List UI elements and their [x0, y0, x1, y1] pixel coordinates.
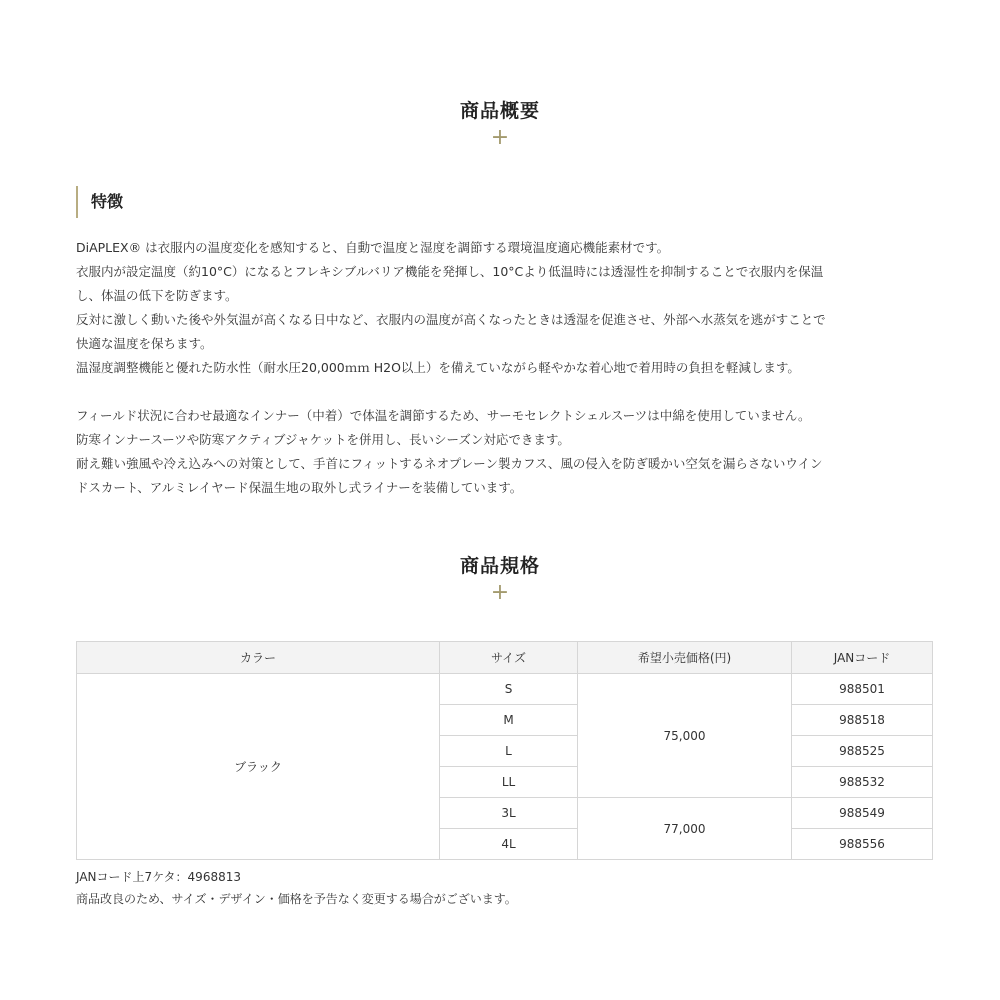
size-cell: 3L — [440, 798, 578, 829]
jan-cell: 988518 — [792, 705, 933, 736]
table-row — [77, 674, 933, 705]
features-paragraph: 反対に激しく動いた後や外気温が高くなる日中など、衣服内の温度が高くなったときは透湿を促進させ、外部へ水蒸気を逃がすことで — [76, 312, 826, 327]
features-paragraph: 衣服内が設定温度（約10°C）になるとフレキシブルバリア機能を発揮し、10°Cより低温時には透湿性を抑制することで衣服内を保温 — [76, 264, 824, 279]
overview-plus-icon: + — [490, 125, 510, 150]
price-cell: 75,000 — [578, 674, 792, 798]
size-cell: L — [440, 736, 578, 767]
features-paragraph: 耐え難い強風や冷え込みへの対策として、手首にフィットするネオプレーン製カフス、風の侵入を防ぎ暖かい空気を漏らさないウイン — [76, 456, 823, 471]
jan-prefix-note: JANコード上7ケタ：4968813 — [76, 870, 241, 884]
features-paragraph: DiAPLEX® は衣服内の温度変化を感知すると、自動で温度と湿度を調節する環境温度適応機能素材です。 — [76, 240, 670, 255]
spec-plus-icon: + — [490, 580, 510, 605]
header-jan: JANコード — [792, 642, 933, 674]
overview-title: 商品概要 — [459, 100, 540, 122]
paragraph-gap — [76, 380, 936, 404]
features-paragraph: フィールド状況に合わせ最適なインナー（中着）で体温を調節するため、サーモセレクトシェルスーツは中綿を使用していません。 — [76, 408, 811, 423]
jan-cell: 988549 — [792, 798, 933, 829]
size-cell: S — [440, 674, 578, 705]
features-body — [76, 236, 936, 500]
spec-header-row — [77, 642, 933, 674]
size-cell: 4L — [440, 829, 578, 860]
spec-notes — [76, 866, 517, 910]
price-cell: 77,000 — [578, 798, 792, 860]
jan-cell: 988556 — [792, 829, 933, 860]
features-paragraph: ドスカート、アルミレイヤード保温生地の取外し式ライナーを装備しています。 — [76, 480, 523, 495]
features-paragraph: 防寒インナースーツや防寒アクティブジャケットを併用し、長いシーズン対応できます。 — [76, 432, 570, 447]
color-cell: ブラック — [77, 674, 440, 860]
features-paragraph: 快適な温度を保ちます。 — [76, 336, 213, 351]
size-cell: LL — [440, 767, 578, 798]
jan-cell: 988532 — [792, 767, 933, 798]
spec-title: 商品規格 — [459, 555, 540, 577]
features-heading: 特徴 — [76, 186, 123, 218]
size-cell: M — [440, 705, 578, 736]
header-price: 希望小売価格(円) — [578, 642, 792, 674]
disclaimer-note: 商品改良のため、サイズ・デザイン・価格を予告なく変更する場合がございます。 — [76, 892, 517, 906]
features-paragraph: 温湿度調整機能と優れた防水性（耐水圧20,000ｍｍ H2O以上）を備えていながら軽やかな着心地で着用時の負担を軽減します。 — [76, 360, 800, 375]
spec-table — [76, 641, 933, 860]
jan-cell: 988501 — [792, 674, 933, 705]
header-color: カラー — [77, 642, 440, 674]
header-size: サイズ — [440, 642, 578, 674]
features-paragraph: し、体温の低下を防ぎます。 — [76, 288, 238, 303]
jan-cell: 988525 — [792, 736, 933, 767]
